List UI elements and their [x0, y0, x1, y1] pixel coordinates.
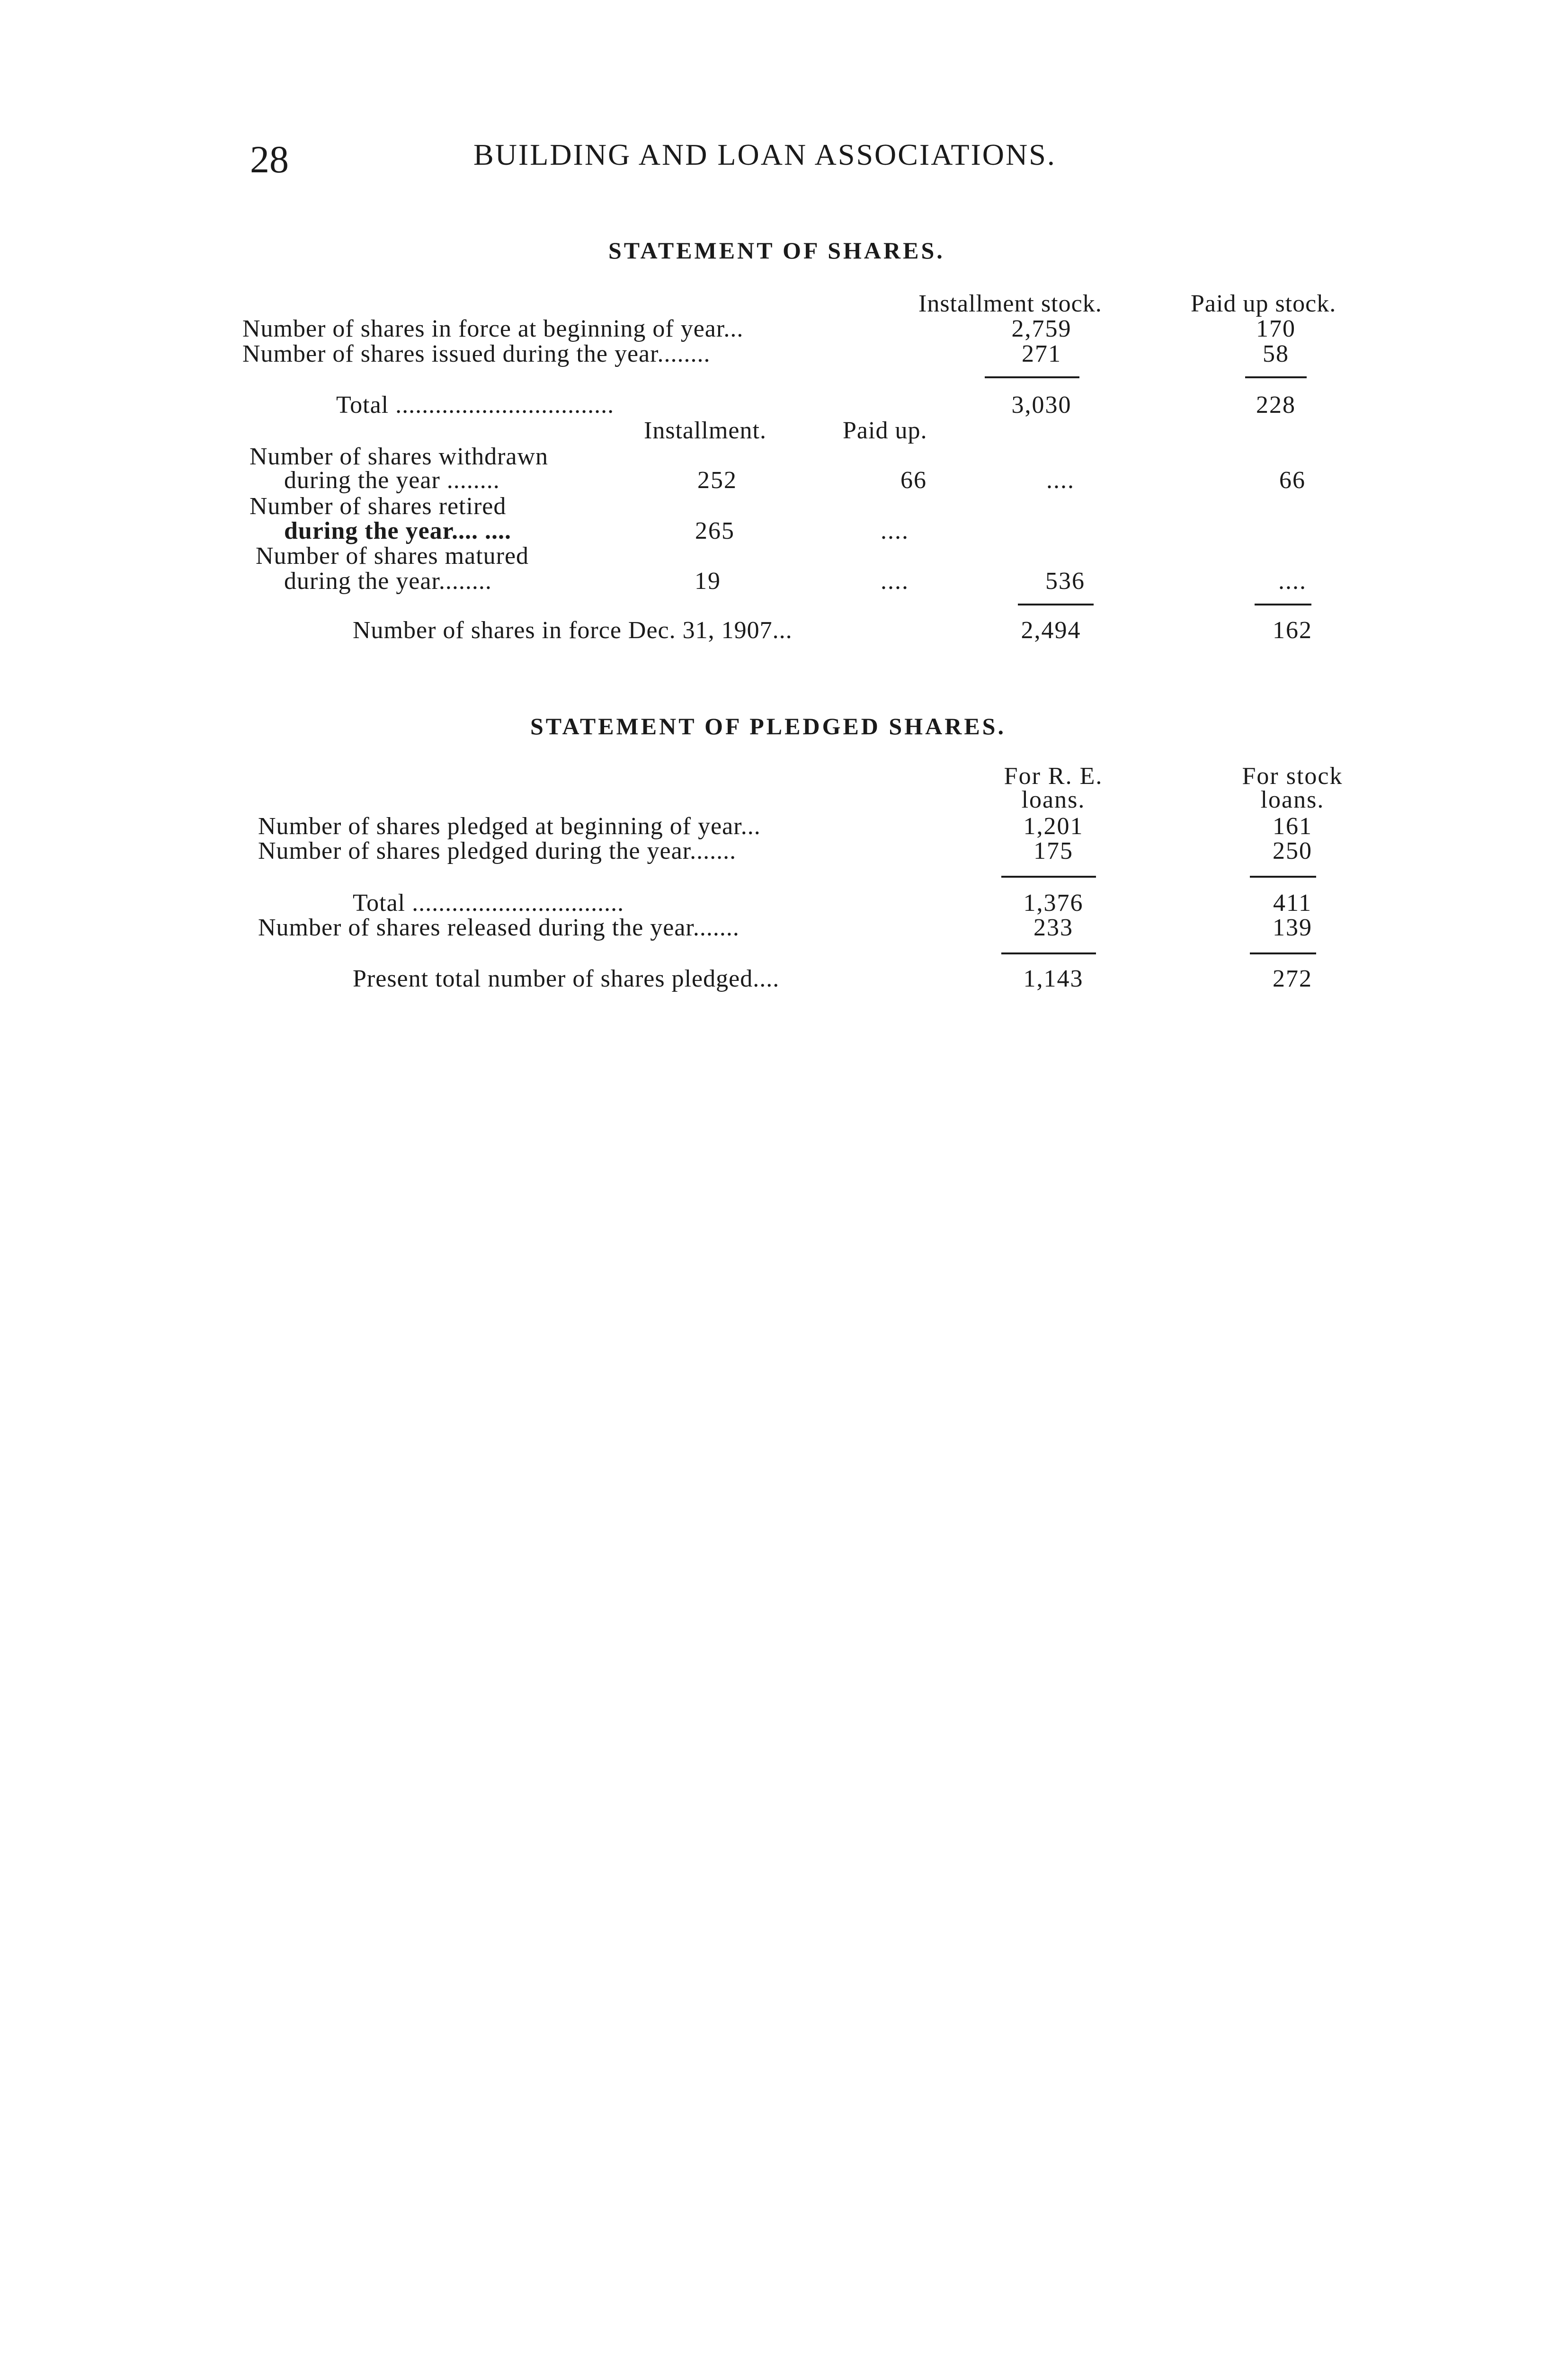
shares-row-label: Number of shares in force at beginning of year...: [242, 315, 744, 342]
pledged-present-label: Present total number of shares pledged....: [353, 965, 780, 992]
retired-label-line1: Number of shares retired: [249, 493, 507, 520]
pledged-col-stock-header: For stock: [1242, 763, 1343, 790]
page-number: 28: [250, 138, 289, 181]
shares-total-label: Total .................................: [336, 392, 615, 418]
withdrawn-installment: 252: [697, 467, 737, 494]
withdrawn-col-paidup: 66: [1279, 467, 1306, 494]
in-force-label: Number of shares in force Dec. 31, 1907...: [353, 617, 793, 644]
shares-total-paidup: 228: [1256, 392, 1296, 418]
withdrawn-col-installment: ....: [1046, 467, 1075, 494]
pledged-row-stock: 250: [1273, 837, 1312, 864]
pledged-title: STATEMENT OF PLEDGED SHARES.: [530, 713, 1006, 739]
rule: [1250, 876, 1316, 878]
pledged-released-re: 233: [1033, 914, 1073, 941]
pledged-total-stock: 411: [1273, 890, 1312, 917]
pledged-released-label: Number of shares released during the year.......: [258, 914, 739, 941]
rule: [1001, 876, 1096, 878]
matured-col-paidup: ....: [1278, 568, 1307, 595]
shares-sub-header-installment: Installment.: [644, 417, 766, 444]
retired-paidup: ....: [881, 517, 909, 544]
withdrawn-label-line2: during the year ........: [284, 467, 500, 494]
pledged-row-label: Number of shares pledged during the year.......: [258, 837, 737, 864]
pledged-released-stock: 139: [1273, 914, 1312, 941]
pledged-present-re: 1,143: [1023, 965, 1084, 992]
shares-row-installment: 271: [1022, 340, 1061, 367]
shares-col-installment-header: Installment stock.: [918, 290, 1102, 317]
pledged-row-label: Number of shares pledged at beginning of year...: [258, 813, 761, 840]
shares-row-paidup: 58: [1263, 340, 1289, 367]
rule: [985, 376, 1079, 378]
shares-sub-header-paidup: Paid up.: [843, 417, 927, 444]
matured-label-line2: during the year........: [284, 568, 492, 595]
pledged-total-re: 1,376: [1023, 890, 1084, 917]
retired-label-line2: during the year.... ....: [284, 517, 511, 544]
in-force-paidup: 162: [1273, 617, 1312, 644]
pledged-row-re: 1,201: [1023, 813, 1084, 840]
pledged-total-label: Total ................................: [353, 890, 624, 917]
rule: [1250, 952, 1316, 954]
retired-installment: 265: [695, 517, 735, 544]
matured-installment: 19: [695, 568, 721, 595]
rule: [1245, 376, 1307, 378]
running-title: BUILDING AND LOAN ASSOCIATIONS.: [473, 138, 1056, 171]
pledged-col-re-header: For R. E.: [1004, 763, 1103, 790]
rule: [1255, 604, 1311, 605]
pledged-row-re: 175: [1033, 837, 1073, 864]
matured-label-line1: Number of shares matured: [256, 543, 529, 570]
pledged-present-stock: 272: [1273, 965, 1312, 992]
shares-col-paidup-header: Paid up stock.: [1191, 290, 1336, 317]
rule: [1018, 604, 1094, 605]
pledged-col-re-header-2: loans.: [1021, 786, 1086, 813]
pledged-col-stock-header-2: loans.: [1260, 786, 1325, 813]
matured-paidup: ....: [881, 568, 909, 595]
shares-row-paidup: 170: [1256, 315, 1296, 342]
matured-col-installment: 536: [1045, 568, 1085, 595]
shares-row-installment: 2,759: [1011, 315, 1072, 342]
withdrawn-paidup: 66: [900, 467, 927, 494]
rule: [1001, 952, 1096, 954]
withdrawn-label-line1: Number of shares withdrawn: [249, 443, 549, 470]
shares-row-label: Number of shares issued during the year........: [242, 340, 711, 367]
shares-title: STATEMENT OF SHARES.: [608, 237, 945, 264]
pledged-row-stock: 161: [1273, 813, 1312, 840]
shares-total-installment: 3,030: [1011, 392, 1072, 418]
in-force-installment: 2,494: [1021, 617, 1081, 644]
